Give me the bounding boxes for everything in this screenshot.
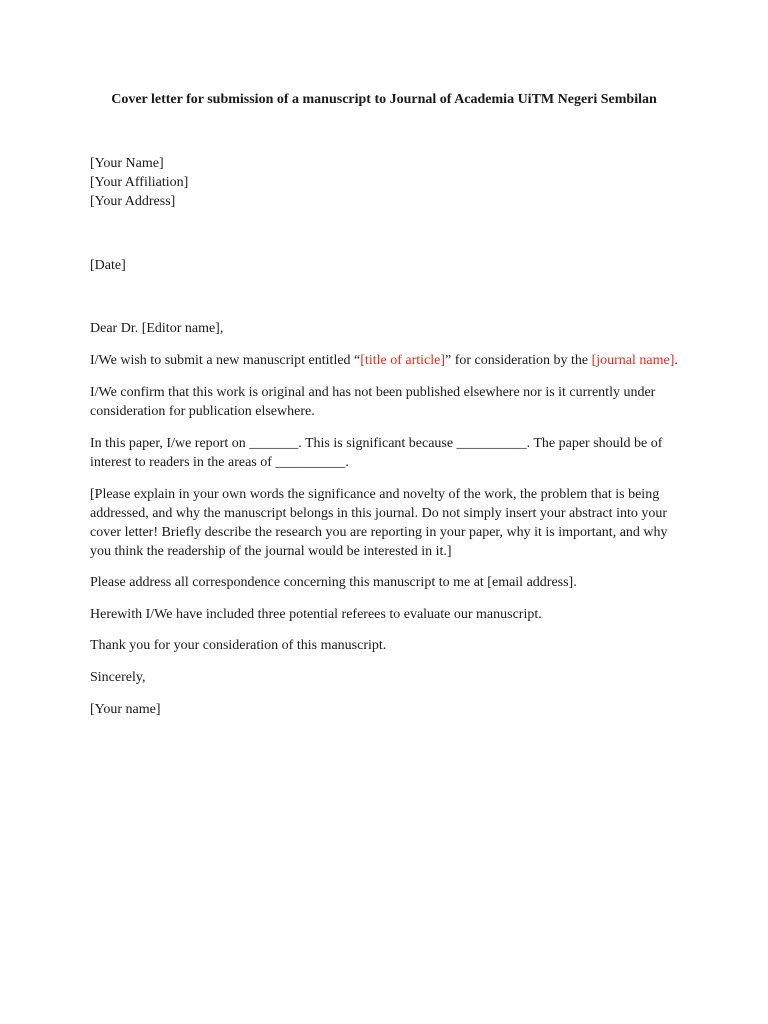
sender-block — [90, 154, 690, 211]
paragraph-correspondence: Please address all correspondence concerning this manuscript to me at [email address]. — [90, 575, 577, 590]
sender-address: [Your Address] — [90, 194, 176, 209]
title-placeholder: [title of article] — [360, 353, 445, 368]
paragraph-significance — [90, 485, 690, 561]
letter-title: Cover letter for submission of a manuscript to Journal of Academia UiTM Negeri Sembilan — [111, 92, 657, 107]
salutation: Dear Dr. [Editor name], — [90, 321, 224, 336]
significance-line-2: addressed, and why the manuscript belongs in this journal. Do not simply insert your abstract into your — [90, 506, 668, 521]
sender-affiliation: [Your Affiliation] — [90, 175, 189, 190]
paragraph-originality — [90, 383, 690, 421]
significance-line-1: [Please explain in your own words the significance and novelty of the work, the problem that is being — [90, 487, 660, 502]
submission-text-2: ” for consideration by the — [445, 353, 592, 368]
signature: [Your name] — [90, 702, 161, 717]
submission-text-1: I/We wish to submit a new manuscript entitled “ — [90, 353, 361, 368]
report-line-2: interest to readers in the areas of __________. — [90, 455, 349, 470]
paragraph-submission — [90, 351, 690, 370]
sender-name: [Your Name] — [90, 156, 164, 171]
originality-line-1: I/We confirm that this work is original and has not been published elsewhere nor is it currently under — [90, 385, 656, 400]
paragraph-thanks: Thank you for your consideration of this manuscript. — [90, 638, 387, 653]
journal-placeholder: [journal name] — [591, 353, 675, 368]
report-line-1: In this paper, I/we report on _______. This is significant because __________. The paper should be of — [90, 436, 663, 451]
paragraph-referees: Herewith I/We have included three potential referees to evaluate our manuscript. — [90, 607, 542, 622]
date-line: [Date] — [90, 258, 126, 273]
paragraph-report — [90, 434, 690, 472]
significance-line-4: you think the readership of the journal would be interested in it.] — [90, 544, 452, 559]
submission-text-3: . — [674, 353, 678, 368]
closing: Sincerely, — [90, 670, 146, 685]
originality-line-2: consideration for publication elsewhere. — [90, 404, 315, 419]
significance-line-3: cover letter! Briefly describe the research you are reporting in your paper, why it is important, and why — [90, 525, 668, 540]
paragraph-submission-line — [90, 351, 690, 370]
